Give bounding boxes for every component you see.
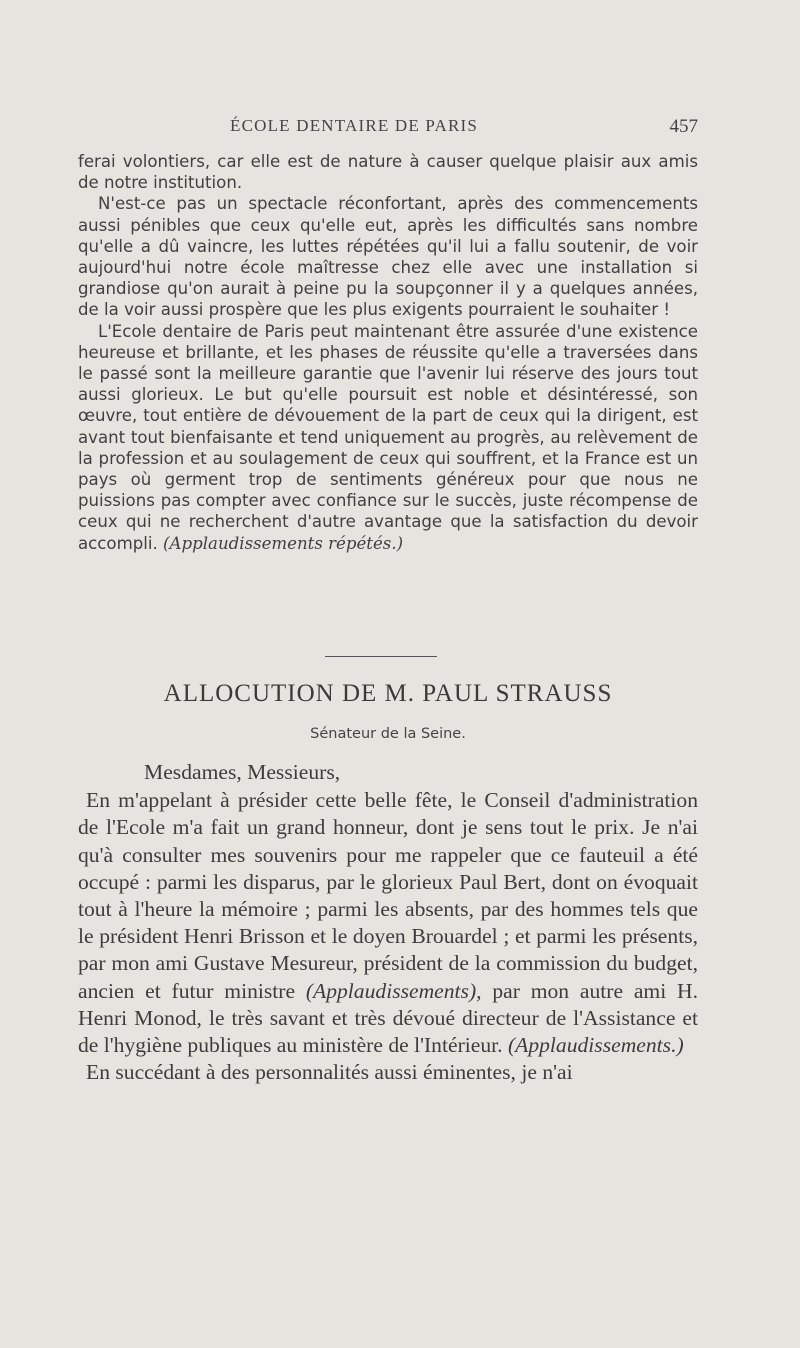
paragraph	[78, 321, 698, 554]
section-title: ALLOCUTION DE M. PAUL STRAUSS	[163, 680, 613, 707]
page-number: 457	[669, 116, 698, 137]
paragraph: ferai volontiers, car elle est de nature à causer quelque plaisir aux amis de notre institution.	[78, 152, 698, 193]
paragraph: N'est-ce pas un spectacle réconfortant, après des commencements aussi pénibles que ceux qu'elle eut, après les difficultés sans nombre qu'elle a dû vaincre, les luttes répétées qu'il lui a fallu soutenir, de voir aujourd'hui notre école maîtresse chez elle avec une installation si grandiose qu'on aurait à peine pu la soupçonner il y a quelques années, de la voir aussi prospère que les plus exigents pourraient le souhaiter !	[78, 194, 698, 320]
paragraph-text: En m'appelant à présider cette belle fête, le Conseil d'administration de l'Ecole m'a fait un grand honneur, dont je sens tout le prix. Je n'ai qu'à consulter mes souvenirs pour me rappeler que ce fauteuil a été occupé : parmi les disparus, par le glorieux Paul Bert, dont on évoquait tout à l'heure la mémoire ; parmi les absents, par des hommes tels que le président Henri Brisson et le doyen Brouardel ; et parmi les présents, par mon ami Gustave Mesureur, président de la commission du budget, ancien et futur ministre	[78, 788, 698, 1003]
paragraph-text: L'Ecole dentaire de Paris peut maintenant être assurée d'une existence heureuse et brillante, et les phases de réussite qu'elle a traversées dans le passé sont la meilleure garantie que l'avenir lui réserve des jours tout aussi glorieux. Le but qu'elle poursuit est noble et désintéressé, son œuvre, tout entière de dévouement de la part de ceux qui la dirigent, est avant tout bienfaisante et tend uniquement au progrès, au relèvement de la profession et au soulagement de ceux qui souffrent, et la France est un pays où germent trop de sentiments généreux pour que nous ne puissions pas compter avec confiance sur le succès, juste récompense de ceux qui ne recherchent d'autre avantage que la satisfaction du devoir accompli.	[78, 321, 698, 553]
applause-note: (Applaudissements répétés.)	[163, 533, 404, 553]
section-subtitle: Sénateur de la Seine.	[310, 726, 466, 742]
paragraph-text: par mon autre ami H. Henri Monod, le très savant et très dévoué directeur de l'Assistance et de l'hygiène publiques au ministère de l'Intérieur.	[78, 978, 698, 1058]
section-divider	[325, 656, 437, 657]
paragraph: En succédant à des personnalités aussi éminentes, je n'ai	[86, 1060, 573, 1085]
paragraph	[78, 787, 698, 1059]
running-title: ÉCOLE DENTAIRE DE PARIS	[230, 116, 479, 135]
applause-note: (Applaudissements.)	[507, 1033, 684, 1058]
speech-text	[78, 759, 698, 1086]
applause-note: (Applaudissements),	[305, 978, 482, 1003]
preceding-speech-text	[78, 151, 698, 554]
salutation: Mesdames, Messieurs,	[144, 760, 341, 784]
